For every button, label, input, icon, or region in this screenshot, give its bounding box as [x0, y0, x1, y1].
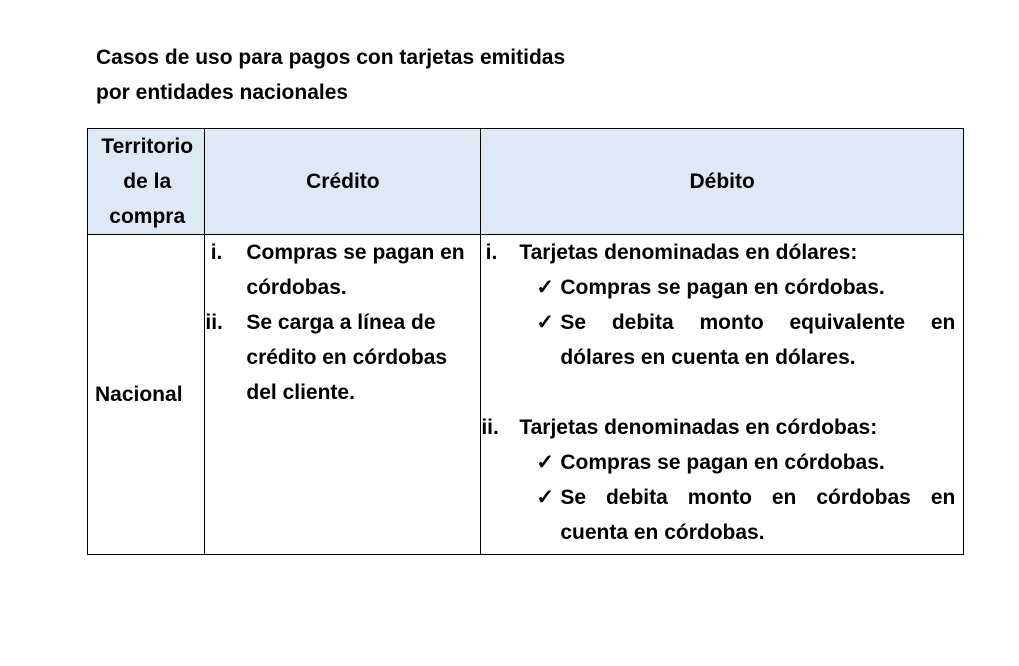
check-text: Compras se pagan en córdobas. [560, 451, 885, 474]
list-item [481, 410, 963, 445]
check-item [536, 305, 955, 375]
spacer [481, 375, 963, 410]
check-text: Se debita monto en córdobas en cuenta en córdobas. [560, 486, 956, 544]
check-text: Se debita monto equivalente en dólares en cuenta en dólares. [560, 311, 956, 369]
checkmark-icon: ✓ [536, 451, 554, 474]
payment-cases-table [87, 128, 964, 555]
list-item [205, 235, 480, 305]
checkmark-icon: ✓ [536, 276, 554, 299]
list-text: Tarjetas denominadas en dólares: [519, 241, 858, 264]
list-text: Compras se pagan en córdobas. [246, 241, 465, 299]
list-text: Tarjetas denominadas en córdobas: [519, 416, 878, 439]
list-number: i. [485, 241, 498, 264]
header-territory [88, 129, 205, 235]
header-debit: Débito [481, 129, 964, 235]
cell-territory: Nacional [88, 235, 205, 555]
title-line-1: Casos de uso para pagos con tarjetas emitidas [96, 46, 566, 69]
list-number: ii. [205, 311, 223, 334]
title-line-2: por entidades nacionales [96, 81, 349, 104]
list-text: Se carga a línea de crédito en córdobas del cliente. [246, 311, 448, 404]
header-territory-line-1: Territorio [101, 135, 194, 158]
document-title [96, 40, 696, 110]
check-item [536, 270, 955, 305]
check-text: Compras se pagan en córdobas. [560, 276, 885, 299]
header-territory-line-2: de la [123, 170, 172, 193]
checkmark-icon: ✓ [536, 311, 554, 334]
table-header-row [88, 129, 964, 235]
list-number: i. [210, 241, 223, 264]
list-number: ii. [481, 416, 499, 439]
header-credit: Crédito [205, 129, 481, 235]
cell-debit [481, 235, 964, 555]
check-item [536, 480, 955, 550]
list-item [481, 235, 963, 270]
checkmark-icon: ✓ [536, 486, 554, 509]
cell-credit [205, 235, 481, 555]
check-item [536, 445, 955, 480]
table-row [88, 235, 964, 555]
list-item [205, 305, 480, 410]
header-territory-line-3: compra [109, 205, 186, 228]
